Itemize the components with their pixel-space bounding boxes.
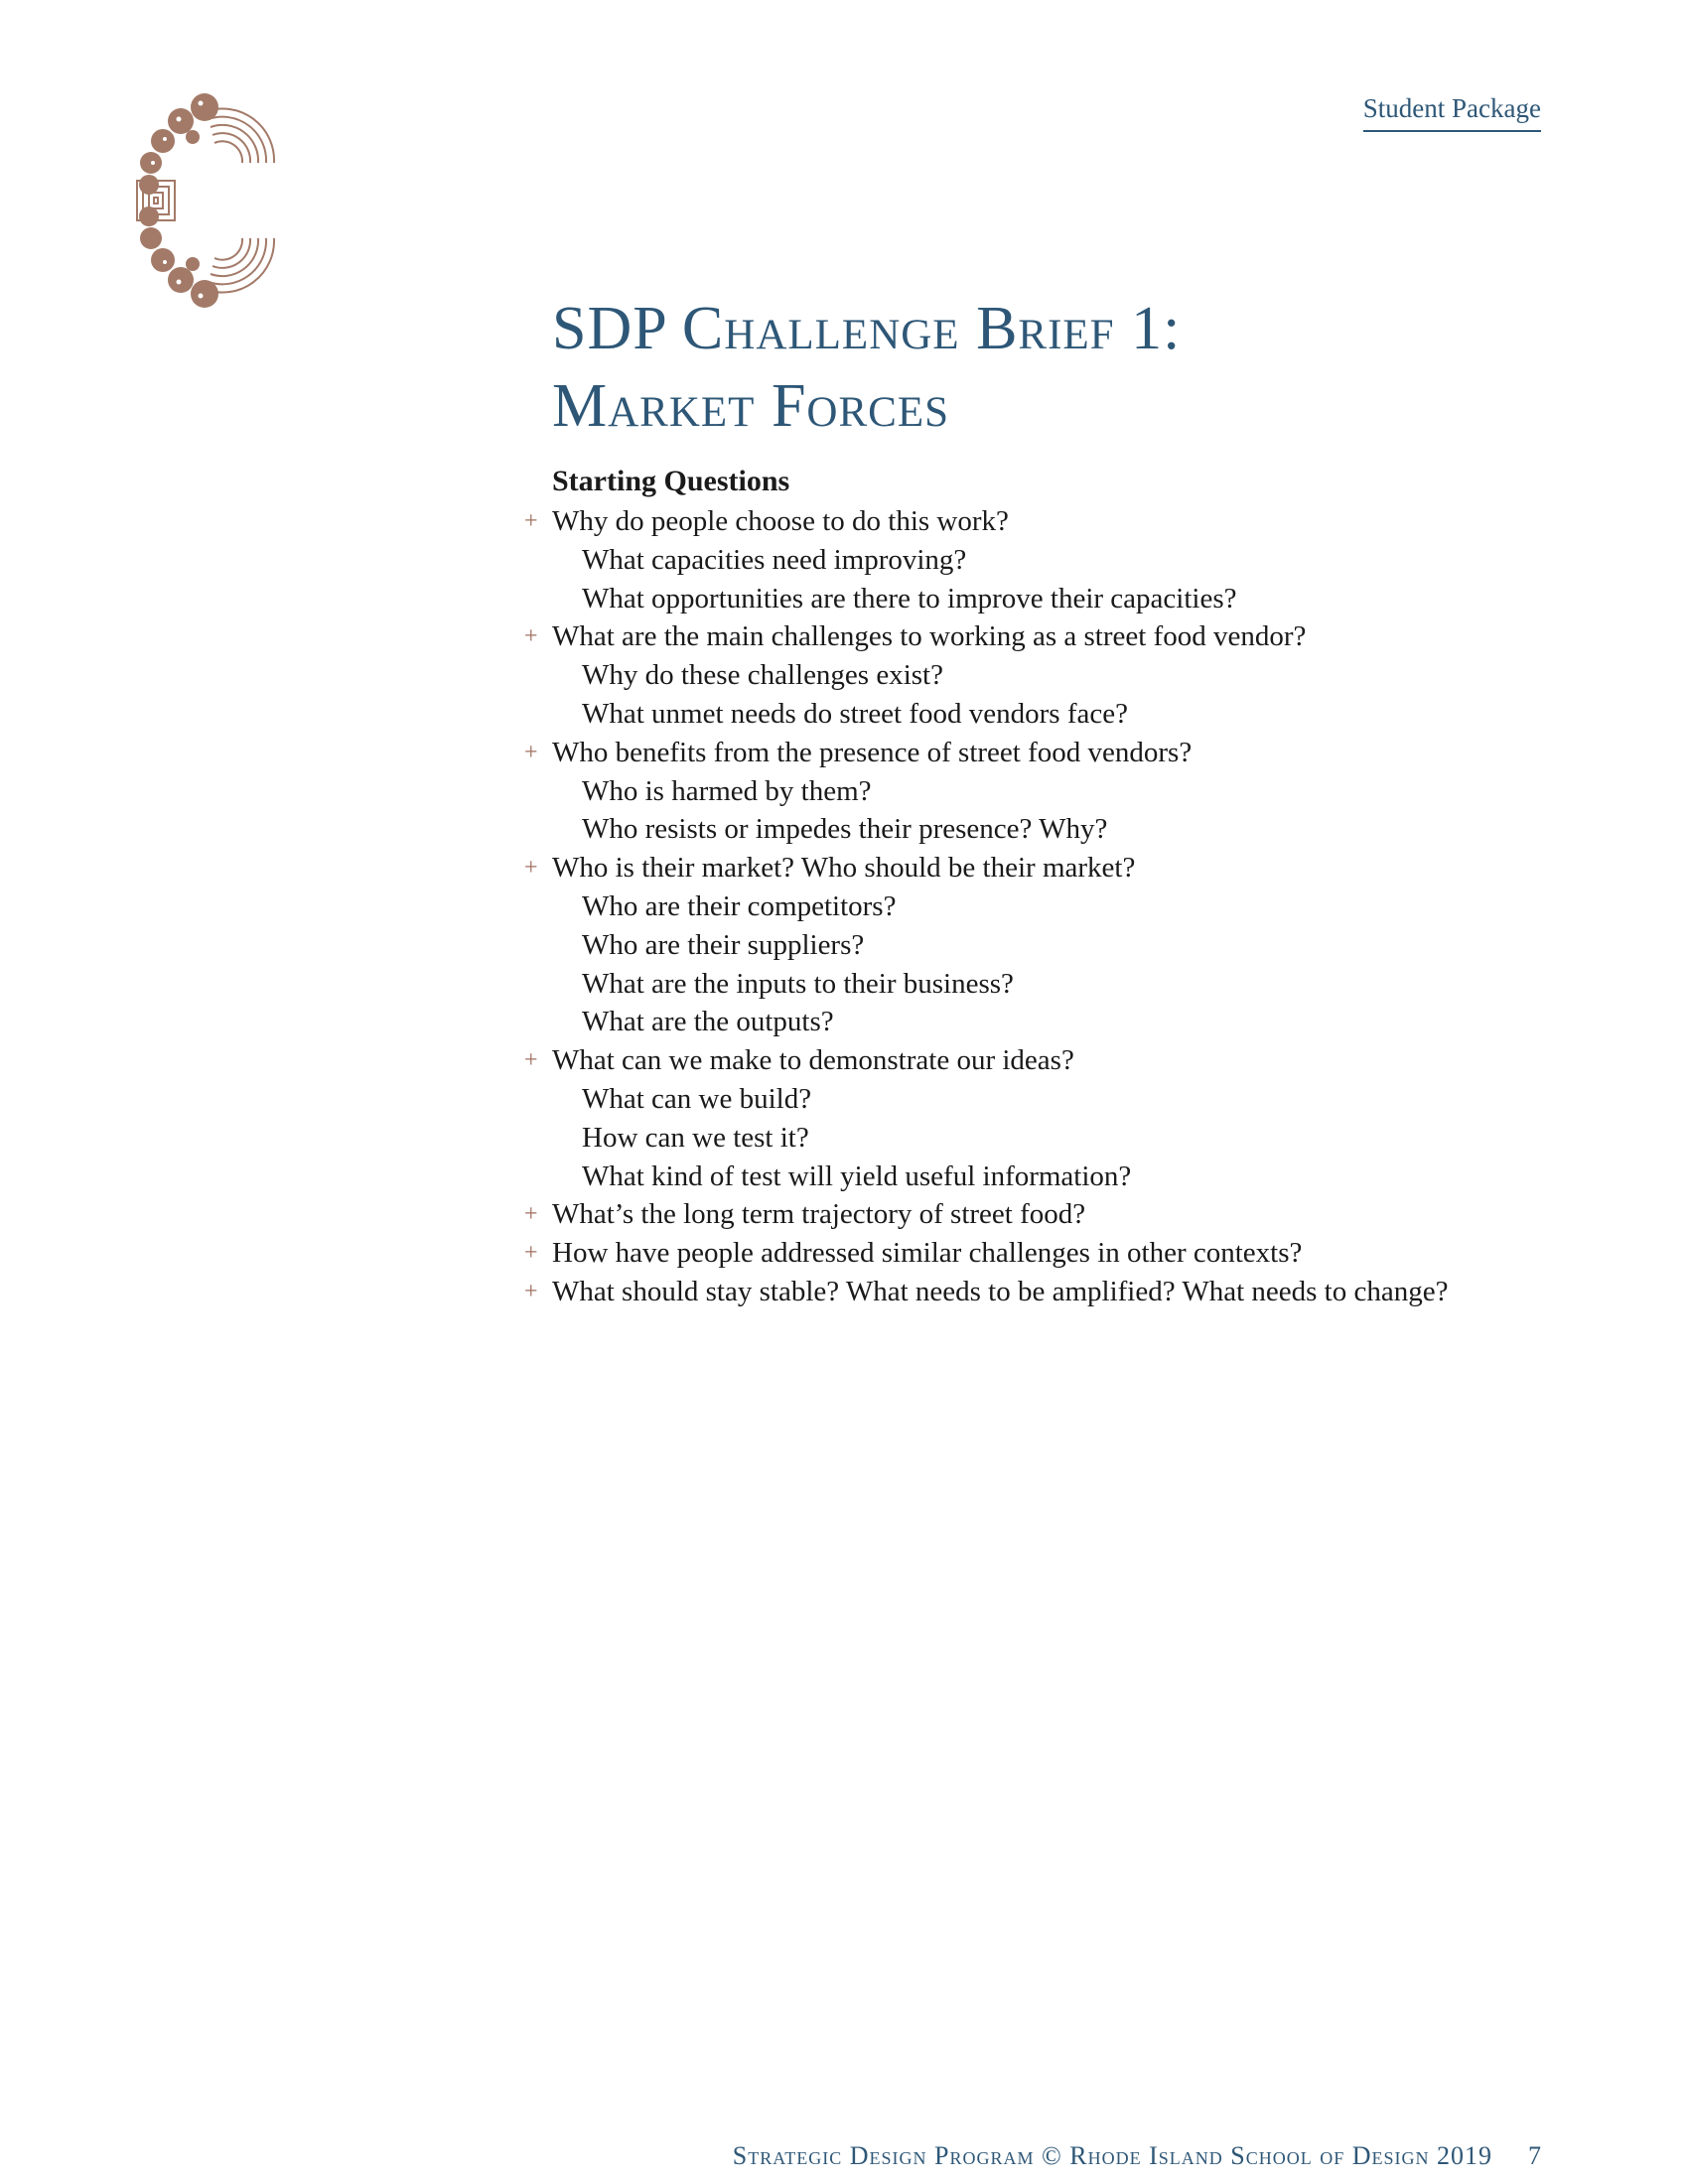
sub-question: What are the inputs to their business? xyxy=(582,967,1014,1000)
plus-icon: + xyxy=(524,508,538,534)
plus-icon: + xyxy=(524,1240,538,1267)
title-line-2: Market Forces xyxy=(552,372,950,440)
sub-question: What kind of test will yield useful information? xyxy=(582,1160,1132,1192)
list-item xyxy=(524,1234,1545,1273)
question-main xyxy=(524,734,1545,772)
list-item xyxy=(524,734,1545,849)
question-main xyxy=(524,1273,1545,1311)
question-text: What can we make to demonstrate our ideas? xyxy=(552,1044,1074,1077)
plus-icon: + xyxy=(524,855,538,882)
page-footer xyxy=(733,2141,1541,2171)
question-main xyxy=(524,617,1545,656)
question-main xyxy=(524,1234,1545,1273)
sdp-c-logo-icon xyxy=(135,93,284,308)
title-line-1: SDP Challenge Brief 1: xyxy=(552,295,1182,362)
page-title xyxy=(552,290,1181,445)
list-item xyxy=(524,1041,1545,1195)
question-main xyxy=(524,1195,1545,1234)
list-item xyxy=(524,849,1545,1041)
question-main xyxy=(524,502,1545,541)
sub-question: What can we build? xyxy=(582,1082,812,1115)
section-heading: Starting Questions xyxy=(552,465,790,497)
sub-question: What are the outputs? xyxy=(582,1006,834,1038)
sub-question: What unmet needs do street food vendors face? xyxy=(582,697,1128,730)
sub-question-list xyxy=(552,772,1545,850)
plus-icon: + xyxy=(524,1278,538,1304)
header-label: Student Package xyxy=(1363,93,1541,132)
list-item xyxy=(524,502,1545,617)
page-number: 7 xyxy=(1528,2141,1541,2170)
question-text: Who is their market? Who should be their market? xyxy=(552,852,1136,885)
question-text: How have people addressed similar challenges in other contexts? xyxy=(552,1237,1303,1270)
sub-question: What capacities need improving? xyxy=(582,543,967,576)
question-text: What’s the long term trajectory of street food? xyxy=(552,1198,1086,1231)
sub-question-list xyxy=(552,1080,1545,1195)
footer-text: Strategic Design Program © Rhode Island School of Design 2019 xyxy=(732,2141,1492,2170)
sub-question: Who are their suppliers? xyxy=(582,928,865,961)
sdp-logo xyxy=(135,93,284,308)
list-item xyxy=(524,617,1545,733)
question-text: Who benefits from the presence of street food vendors? xyxy=(552,736,1193,768)
plus-icon: + xyxy=(524,739,538,765)
question-text: Why do people choose to do this work? xyxy=(552,505,1009,537)
question-main xyxy=(524,849,1545,887)
plus-icon: + xyxy=(524,1047,538,1074)
question-list xyxy=(524,502,1545,1311)
sub-question: Who resists or impedes their presence? Why? xyxy=(582,813,1108,846)
sub-question-list xyxy=(552,656,1545,734)
sub-question: How can we test it? xyxy=(582,1121,809,1154)
question-text: What should stay stable? What needs to be amplified? What needs to change? xyxy=(552,1275,1449,1307)
question-text: What are the main challenges to working as a street food vendor? xyxy=(552,620,1307,653)
sub-question: Who are their competitors? xyxy=(582,889,897,922)
list-item xyxy=(524,1273,1545,1311)
starting-questions-section xyxy=(524,463,1545,1311)
sub-question: What opportunities are there to improve their capacities? xyxy=(582,582,1237,614)
sub-question-list xyxy=(552,887,1545,1041)
sub-question: Who is harmed by them? xyxy=(582,774,872,807)
sub-question-list xyxy=(552,541,1545,618)
plus-icon: + xyxy=(524,1201,538,1228)
list-item xyxy=(524,1195,1545,1234)
question-main xyxy=(524,1041,1545,1080)
sub-question: Why do these challenges exist? xyxy=(582,659,943,692)
plus-icon: + xyxy=(524,623,538,650)
